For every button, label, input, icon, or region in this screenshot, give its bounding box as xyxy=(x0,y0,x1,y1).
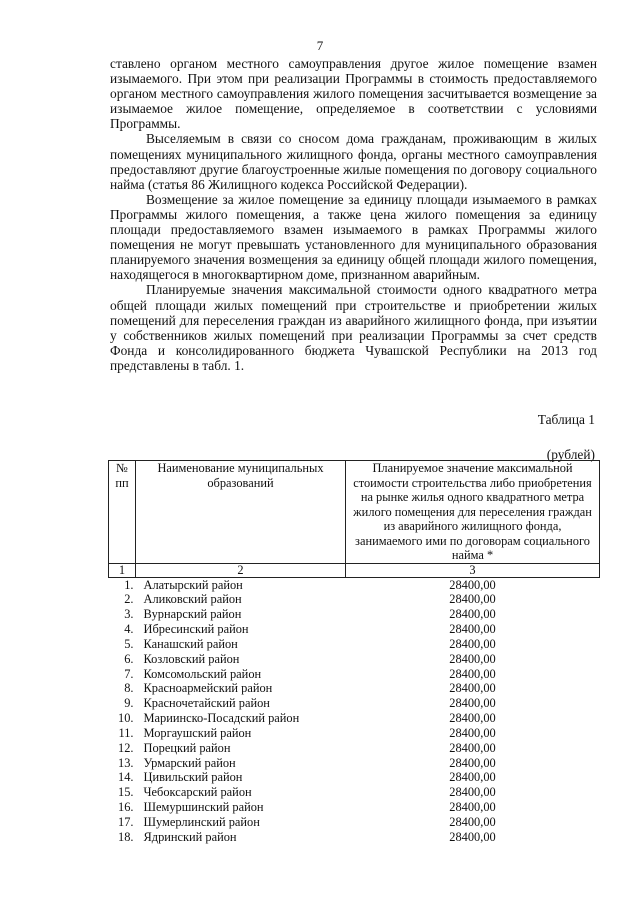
row-number: 1. xyxy=(124,577,134,592)
table-row xyxy=(109,577,600,592)
max-cost-value: 28400,00 xyxy=(449,829,496,844)
row-number: 8. xyxy=(124,681,134,696)
max-cost-value: 28400,00 xyxy=(449,725,496,740)
max-cost-value: 28400,00 xyxy=(449,711,496,726)
table-header-row xyxy=(109,461,600,564)
municipality-name: Мариинско-Посадский район xyxy=(143,711,300,726)
municipality-name: Комсомольский район xyxy=(143,666,262,681)
max-cost-value: 28400,00 xyxy=(449,592,496,607)
max-cost-value: 28400,00 xyxy=(449,607,496,622)
municipality-name: Порецкий район xyxy=(143,740,231,755)
max-cost-value: 28400,00 xyxy=(449,785,496,800)
max-cost-value: 28400,00 xyxy=(449,696,496,711)
cost-table xyxy=(108,460,600,845)
table-row xyxy=(109,815,600,830)
max-cost-value: 28400,00 xyxy=(449,636,496,651)
municipality-name: Аликовский район xyxy=(143,592,242,607)
row-number: 3. xyxy=(124,607,134,622)
municipality-name: Шемуршинский район xyxy=(143,800,264,815)
table-row xyxy=(109,726,600,741)
table-row xyxy=(109,622,600,637)
header-max-cost: Планируемое значение максимальной стоимости строительства либо приобретения на рынке жилья одного квадратного метра жилого помещения для переселения граждан из аварийного жилищного фонда, занимаемого ими по договорам социального найма * xyxy=(346,461,600,564)
row-number: 14. xyxy=(118,770,134,785)
table-caption: Таблица 1 xyxy=(537,412,595,427)
max-cost-value: 28400,00 xyxy=(449,755,496,770)
paragraph: Выселяемым в связи со сносом дома гражданам, проживающим в жилых помещениях муниципального жилищного фонда, органы местного самоуправления предоставляют другие благоустроенные жилые помещения по договору социального найма (статья 86 Жилищного кодекса Российской Федерации). xyxy=(110,131,597,192)
row-number: 15. xyxy=(118,785,134,800)
max-cost-value: 28400,00 xyxy=(449,815,496,829)
municipality-name: Моргаушский район xyxy=(143,725,252,740)
table-row xyxy=(109,770,600,785)
table-row xyxy=(109,592,600,607)
row-number: 7. xyxy=(124,666,134,681)
municipality-name: Ядринский район xyxy=(143,829,237,844)
max-cost-value: 28400,00 xyxy=(449,577,496,592)
row-number: 13. xyxy=(118,755,134,770)
page-number: 7 xyxy=(316,38,324,53)
row-number: 9. xyxy=(124,696,134,711)
max-cost-value: 28400,00 xyxy=(449,740,496,755)
body-text xyxy=(110,56,597,373)
row-number: 2. xyxy=(124,592,134,607)
table-row xyxy=(109,681,600,696)
max-cost-value: 28400,00 xyxy=(449,622,496,637)
row-number: 18. xyxy=(118,829,134,844)
row-number: 10. xyxy=(118,711,134,726)
paragraph: Возмещение за жилое помещение за единицу площади изымаемого в рамках Программы жилого помещения, а также цена жилого помещения за единицу площади предоставляемого взамен изымаемого в рамках Программы жилого помещения не могут превышать установленного для муниципального образования планируемого значения возмещения за единицу общей площади жилого помещения, находящегося в многоквартирном доме, признанном аварийным. xyxy=(110,191,597,283)
table-row xyxy=(109,711,600,726)
row-number: 6. xyxy=(124,651,134,666)
table-unit: (рублей) xyxy=(546,447,595,462)
row-number: 5. xyxy=(124,636,134,651)
row-number: 16. xyxy=(118,800,134,815)
municipality-name: Алатырский район xyxy=(143,577,243,592)
table-row xyxy=(109,667,600,682)
max-cost-value: 28400,00 xyxy=(449,651,496,666)
municipality-name: Красноармейский район xyxy=(143,681,273,696)
municipality-name: Урмарский район xyxy=(143,755,236,770)
table-row xyxy=(109,652,600,667)
column-number: 3 xyxy=(346,563,600,577)
paragraph: ставлено органом местного самоуправления другое жилое помещение взамен изымаемого. При этом при реализации Программы в стоимость предоставляемого органом местного самоуправления жилого помещения засчитывается возмещение за изымаемое жилое помещение, определяемое в соответствии с условиями Программы. xyxy=(110,56,597,132)
municipality-name: Цивильский район xyxy=(143,770,243,785)
table-row xyxy=(109,785,600,800)
municipality-name: Козловский район xyxy=(143,651,240,666)
municipality-name: Красночетайский район xyxy=(143,696,270,711)
municipality-name: Ибресинский район xyxy=(143,622,249,637)
table-row xyxy=(109,607,600,622)
paragraph: Планируемые значения максимальной стоимости одного квадратного метра общей площади жилых помещений при строительстве и приобретении жилых помещений для переселения граждан из аварийного жилищного фонда, при изъятии у собственников жилых помещений при реализации Программы за счет средств Фонда и консолидированного бюджета Чувашской Республики на 2013 год представлены в табл. 1. xyxy=(110,282,597,373)
max-cost-value: 28400,00 xyxy=(449,666,496,681)
municipality-name: Канашский район xyxy=(143,636,238,651)
max-cost-value: 28400,00 xyxy=(449,770,496,785)
row-number: 12. xyxy=(118,740,134,755)
max-cost-value: 28400,00 xyxy=(449,800,496,815)
header-municipality: Наименование муниципальных образований xyxy=(136,461,346,564)
table-row xyxy=(109,800,600,815)
table-column-numbers-row xyxy=(109,563,600,577)
municipality-name: Шумерлинский район xyxy=(143,815,260,829)
max-cost-value: 28400,00 xyxy=(449,681,496,696)
municipality-name: Чебоксарский район xyxy=(143,785,252,800)
column-number: 2 xyxy=(136,563,346,577)
row-number: 4. xyxy=(124,622,134,637)
header-number: № пп xyxy=(109,461,136,564)
table-row xyxy=(109,637,600,652)
column-number: 1 xyxy=(109,563,136,577)
table-row xyxy=(109,696,600,711)
row-number: 17. xyxy=(118,815,134,829)
table-row xyxy=(109,830,600,845)
table-row xyxy=(109,756,600,771)
municipality-name: Вурнарский район xyxy=(143,607,242,622)
table-row xyxy=(109,741,600,756)
row-number: 11. xyxy=(118,725,134,740)
